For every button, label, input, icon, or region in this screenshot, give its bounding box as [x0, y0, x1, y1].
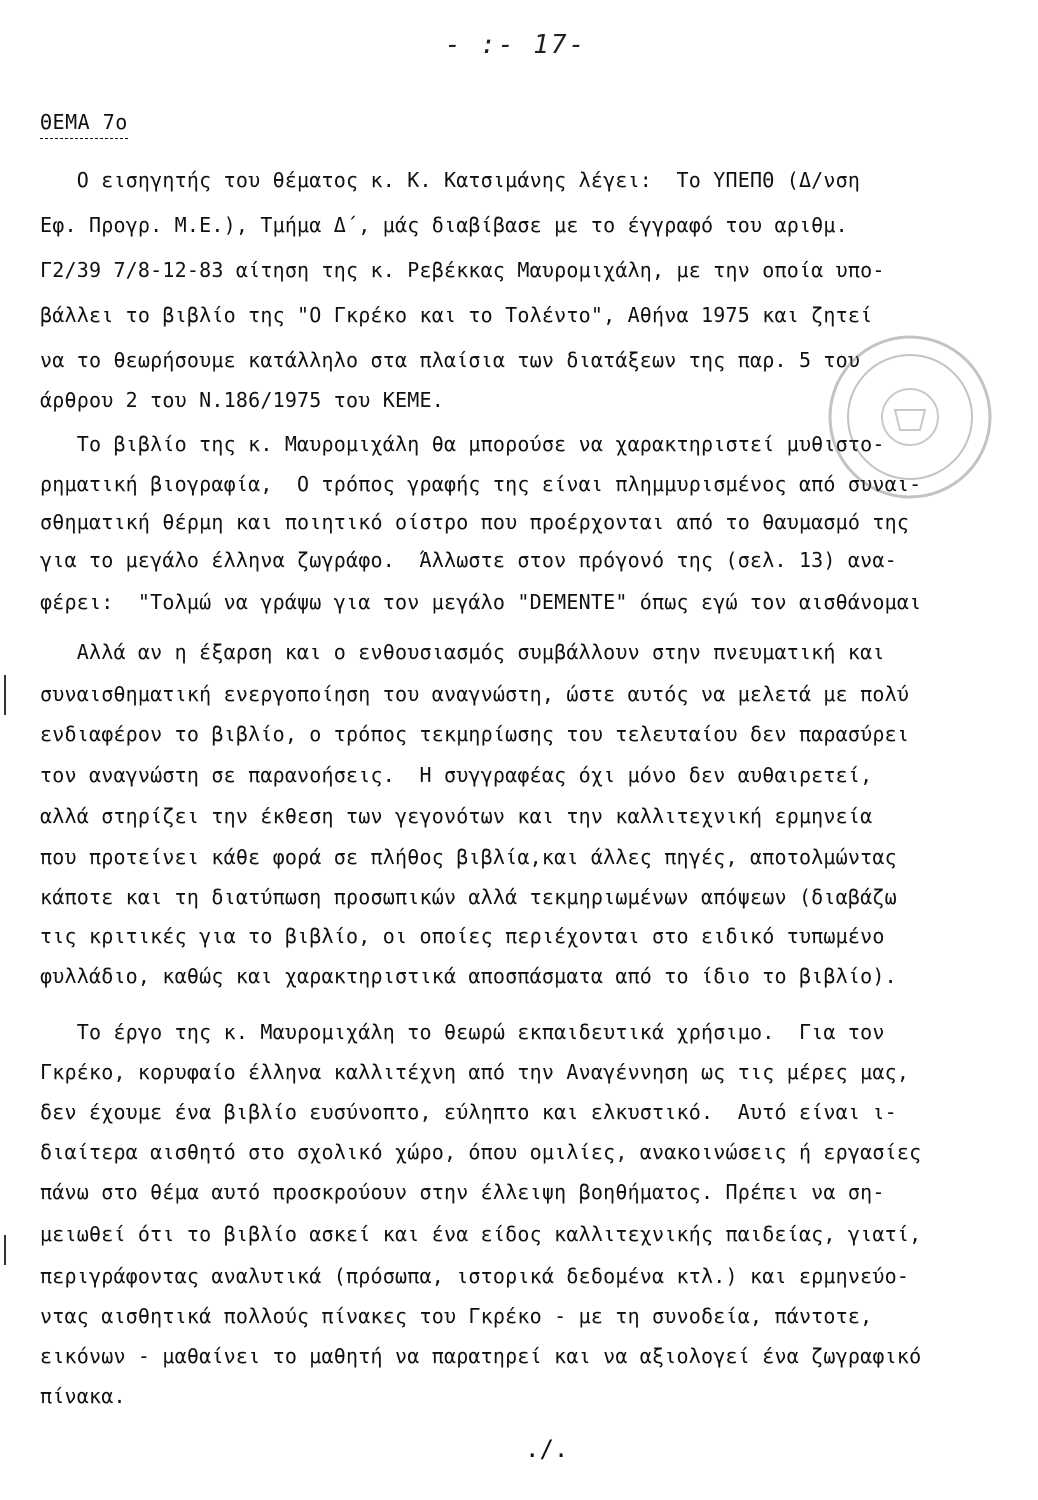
closing-mark: ./. — [525, 1435, 569, 1463]
text-line: πίνακα. — [40, 1384, 126, 1408]
text-line: δεν έχουμε ένα βιβλίο ευσύνοπτο, εύληπτο και ελκυστικό. Αυτό είναι ι- — [40, 1100, 897, 1124]
text-line: φέρει: "Τολμώ να γράψω για τον μεγάλο "DEMENTE" όπως εγώ τον αισθάνομαι — [40, 590, 922, 614]
text-line: φυλλάδιο, καθώς και χαρακτηριστικά αποσπάσματα από το ίδιο το βιβλίο). — [40, 964, 897, 988]
text-line: Ο εισηγητής του θέματος κ. Κ. Κατσιμάνης λέγει: Το ΥΠΕΠΘ (Δ/νση — [40, 168, 861, 192]
official-stamp — [825, 330, 995, 505]
text-line: διαίτερα αισθητό στο σχολικό χώρο, όπου ομιλίες, ανακοινώσεις ή εργασίες — [40, 1140, 922, 1164]
text-line: Το έργο της κ. Μαυρομιχάλη το θεωρώ εκπαιδευτικά χρήσιμο. Για τον — [40, 1020, 885, 1044]
text-line: Γ2/39 7/8-12-83 αίτηση της κ. Ρεβέκκας Μαυρομιχάλη, με την οποία υπο- — [40, 258, 885, 282]
margin-mark — [4, 675, 6, 715]
text-line: τις κριτικές για το βιβλίο, οι οποίες περιέχονται στο ειδικό τυπωμένο — [40, 924, 885, 948]
text-line: για το μεγάλο έλληνα ζωγράφο. Άλλωστε στον πρόγονό της (σελ. 13) ανα- — [40, 548, 897, 572]
text-line: μειωθεί ότι το βιβλίο ασκεί και ένα είδος καλλιτεχνικής παιδείας, γιατί, — [40, 1222, 922, 1246]
text-line: Το βιβλίο της κ. Μαυρομιχάλη θα μπορούσε να χαρακτηριστεί μυθιστο- — [40, 432, 885, 456]
text-line: άρθρου 2 του Ν.186/1975 του ΚΕΜΕ. — [40, 388, 444, 412]
text-line: να το θεωρήσουμε κατάλληλο στα πλαίσια των διατάξεων της παρ. 5 του — [40, 348, 861, 372]
text-line: κάποτε και τη διατύπωση προσωπικών αλλά τεκμηριωμένων απόψεων (διαβάζω — [40, 885, 897, 909]
text-line: πάνω στο θέμα αυτό προσκρούουν στην έλλειψη βοηθήματος. Πρέπει να ση- — [40, 1180, 885, 1204]
text-line: ενδιαφέρον το βιβλίο, ο τρόπος τεκμηρίωσης του τελευταίου δεν παρασύρει — [40, 722, 910, 746]
text-line: Αλλά αν η έξαρση και ο ενθουσιασμός συμβάλλουν στην πνευματική και — [40, 640, 885, 664]
text-line: αλλά στηρίζει την έκθεση των γεγονότων και την καλλιτεχνική ερμηνεία — [40, 804, 873, 828]
text-line: ρηματική βιογραφία, Ο τρόπος γραφής της είναι πλημμυρισμένος από συναι- — [40, 472, 922, 496]
text-line: περιγράφοντας αναλυτικά (πρόσωπα, ιστορικά δεδομένα κτλ.) και ερμηνεύο- — [40, 1264, 910, 1288]
text-line: βάλλει το βιβλίο της "Ο Γκρέκο και το Τολέντο", Αθήνα 1975 και ζητεί — [40, 303, 873, 327]
page-number: - :- 17- — [445, 30, 587, 60]
text-line: συναισθηματική ενεργοποίηση του αναγνώστη, ώστε αυτός να μελετά με πολύ — [40, 682, 910, 706]
text-line: Γκρέκο, κορυφαίο έλληνα καλλιτέχνη από την Αναγέννηση ως τις μέρες μας, — [40, 1060, 910, 1084]
text-line: σθηματική θέρμη και ποιητικό οίστρο που προέρχονται από το θαυμασμό της — [40, 510, 910, 534]
text-line: ντας αισθητικά πολλούς πίνακες του Γκρέκο - με τη συνοδεία, πάντοτε, — [40, 1304, 873, 1328]
text-line: εικόνων - μαθαίνει το μαθητή να παρατηρεί και να αξιολογεί ένα ζωγραφικό — [40, 1344, 922, 1368]
text-line: που προτείνει κάθε φορά σε πλήθος βιβλία,και άλλες πηγές, αποτολμώντας — [40, 845, 897, 869]
section-title-underline — [40, 138, 128, 139]
section-title: ΘΕΜΑ 7ο — [40, 110, 128, 134]
text-line: Εφ. Προγρ. Μ.Ε.), Τμήμα Δ΄, μάς διαβίβασε με το έγγραφό του αριθμ. — [40, 213, 848, 237]
margin-mark — [4, 1235, 6, 1265]
text-line: τον αναγνώστη σε παρανοήσεις. Η συγγραφέας όχι μόνο δεν αυθαιρετεί, — [40, 763, 873, 787]
